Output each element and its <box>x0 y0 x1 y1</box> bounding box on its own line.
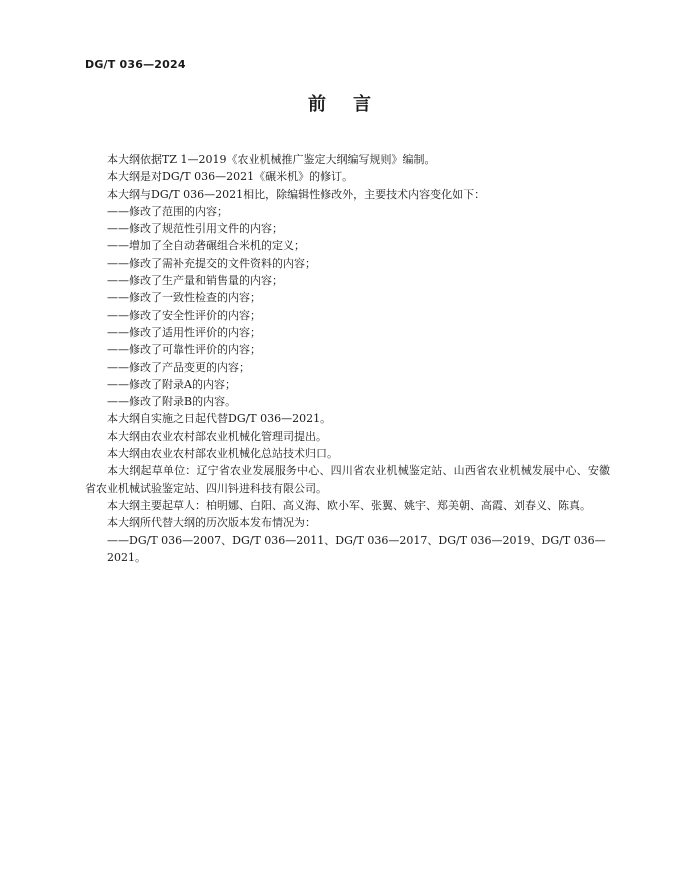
title-char-1: 前 <box>308 94 327 115</box>
change-item: ——增加了全自动砻碾组合米机的定义； <box>107 239 305 253</box>
paragraph-replaces: 本大纲自实施之日起代替DG/T 036—2021。 <box>107 412 332 426</box>
change-item: ——修改了可靠性评价的内容； <box>107 343 261 357</box>
change-item: ——修改了附录A的内容； <box>107 377 236 391</box>
title-char-2: 言 <box>353 94 372 115</box>
change-item: ——修改了产品变更的内容； <box>107 360 250 374</box>
paragraph-drafting-units: 本大纲起草单位：辽宁省农业发展服务中心、四川省农业机械鉴定站、山西省农业机械发展中心、安徽省农业机械试验鉴定站、四川钭进科技有限公司。 <box>85 464 610 495</box>
document-code: DG/T 036—2024 <box>85 58 186 71</box>
change-item: ——修改了规范性引用文件的内容； <box>107 222 283 236</box>
history-item: ——DG/T 036—2007、DG/T 036—2011、DG/T 036—2017、DG/T 036—2019、DG/T 036—2021。 <box>107 533 606 564</box>
change-item: ——修改了附录B的内容。 <box>107 395 237 409</box>
page-title <box>0 90 680 116</box>
paragraph-basis: 本大纲依据TZ 1—2019《农业机械推广鉴定大纲编写规则》编制。 <box>107 153 436 166</box>
change-item: ——修改了适用性评价的内容； <box>107 325 261 339</box>
paragraph-drafters: 本大纲主要起草人：柏明娜、白阳、高义海、欧小军、张翼、姚宇、郑美朝、高霞、刘春义、陈真。 <box>107 498 591 512</box>
paragraph-proposed-by: 本大纲由农业农村部农业机械化管理司提出。 <box>107 429 327 443</box>
change-item: ——修改了安全性评价的内容； <box>107 308 261 322</box>
change-item: ——修改了范围的内容； <box>107 204 228 218</box>
foreword-body <box>85 151 610 566</box>
paragraph-changes-intro: 本大纲与DG/T 036—2021相比，除编辑性修改外，主要技术内容变化如下： <box>107 187 486 201</box>
change-item: ——修改了需补充提交的文件资料的内容； <box>107 256 316 270</box>
paragraph-revision: 本大纲是对DG/T 036—2021《碾米机》的修订。 <box>107 170 354 184</box>
paragraph-history-intro: 本大纲所代替大纲的历次版本发布情况为： <box>107 516 316 530</box>
change-item: ——修改了生产量和销售量的内容； <box>107 274 283 288</box>
paragraph-administered-by: 本大纲由农业农村部农业机械化总站技术归口。 <box>107 447 338 461</box>
change-item: ——修改了一致性检查的内容； <box>107 291 261 305</box>
